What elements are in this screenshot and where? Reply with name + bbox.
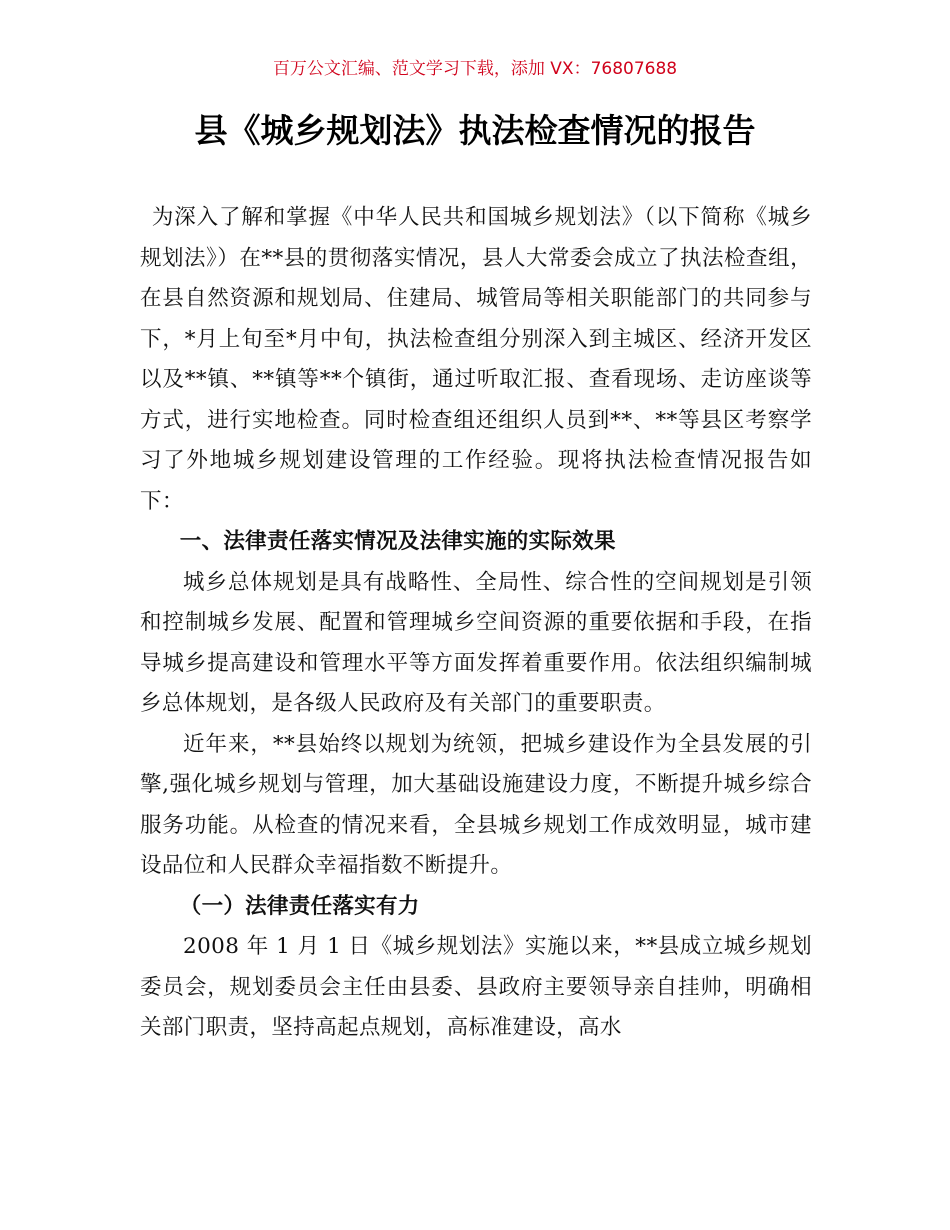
paragraph-recent-years: 近年来，**县始终以规划为统领，把城乡建设作为全县发展的引擎,强化城乡规划与管理，加大基础设施建设力度，不断提升城乡综合服务功能。从检查的情况来看，全县城乡规划工作成效明显，城市建设品位和人民群众幸福指数不断提升。 [140,731,812,878]
document-title: 县《城乡规划法》执法检查情况的报告 [194,111,756,150]
paragraph-implementation: 2008 年 1 月 1 日《城乡规划法》实施以来，**县成立城乡规划委员会，规划委员会主任由县委、县政府主要领导亲自挂帅，明确相关部门职责，坚持高起点规划，高标准建设，高水 [140,934,812,1040]
paragraph-planning: 城乡总体规划是具有战略性、全局性、综合性的空间规划是引领和控制城乡发展、配置和管理城乡空间资源的重要依据和手段，在指导城乡提高建设和管理水平等方面发挥着重要作用。依法组织编制城乡总体规划，是各级人民政府及有关部门的重要职责。 [140,569,812,716]
paragraph-intro: 为深入了解和掌握《中华人民共和国城乡规划法》（以下简称《城乡规划法》）在**县的贯彻落实情况，县人大常委会成立了执法检查组，在县自然资源和规划局、住建局、城管局等相关职能部门的共同参与下，*月上旬至*月中旬，执法检查组分别深入到主城区、经济开发区以及**镇、**镇等**个镇街，通过听取汇报、查看现场、走访座谈等方式，进行实地检查。同时检查组还组织人员到**、**等县区考察学习了外地城乡规划建设管理的工作经验。现将执法检查情况报告如下： [140,205,812,514]
subsection-heading-1: （一）法律责任落实有力 [179,893,420,919]
document-body [140,198,812,1049]
header-banner: 百万公文汇编、范文学习下载，添加 VX：76807688 [272,59,678,79]
section-heading-1: 一、法律责任落实情况及法律实施的实际效果 [179,529,616,554]
